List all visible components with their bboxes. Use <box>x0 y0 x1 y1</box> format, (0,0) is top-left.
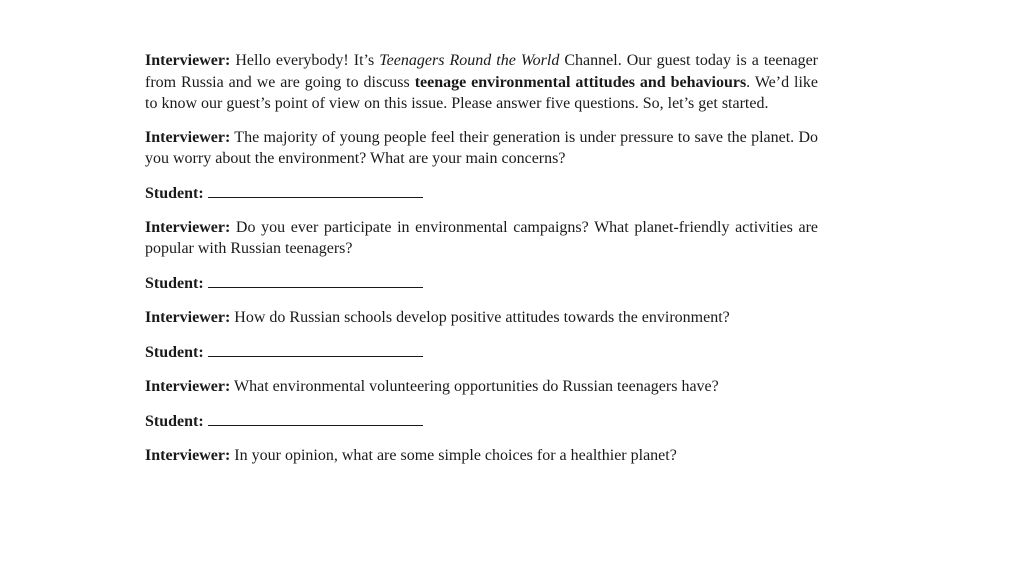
answer-blank[interactable] <box>208 272 423 288</box>
question-text: Do you ever participate in environmental campaigns? What planet-friendly activities are popular with Russian teenagers? <box>145 218 818 257</box>
student-answer-2 <box>145 272 818 294</box>
speaker-label: Student: <box>145 274 204 292</box>
intro-text-1: Hello everybody! It’s <box>230 52 380 69</box>
discussion-topic: teenage environmental attitudes and behaviours <box>414 73 747 91</box>
speaker-label: Interviewer: <box>145 52 231 69</box>
interviewer-question-2 <box>145 217 818 259</box>
interview-document <box>145 50 818 466</box>
student-answer-1 <box>145 182 818 204</box>
speaker-label: Interviewer: <box>145 218 231 236</box>
speaker-label: Student: <box>145 184 204 202</box>
answer-blank[interactable] <box>208 182 423 198</box>
question-text: In your opinion, what are some simple choices for a healthier planet? <box>230 446 677 464</box>
channel-name: Teenagers Round the World <box>379 52 560 69</box>
speaker-label: Interviewer: <box>145 446 231 464</box>
answer-blank[interactable] <box>208 341 423 357</box>
question-text: The majority of young people feel their generation is under pressure to save the planet. Do you worry about the environment? What are your main concerns? <box>145 128 818 167</box>
speaker-label: Student: <box>145 343 204 361</box>
question-text: How do Russian schools develop positive attitudes towards the environment? <box>230 308 730 326</box>
speaker-label: Interviewer: <box>145 308 231 326</box>
interviewer-question-5 <box>145 445 818 466</box>
speaker-label: Interviewer: <box>145 128 231 146</box>
interviewer-question-1 <box>145 127 818 169</box>
intro-paragraph <box>145 50 818 115</box>
intro-text-3: . We’d like to know our guest’s point of view on this issue. Please answer five questions. So, let’s get started. <box>145 73 819 112</box>
question-text: What environmental volunteering opportunities do Russian teenagers have? <box>230 377 719 395</box>
answer-blank[interactable] <box>208 410 423 426</box>
interviewer-question-3 <box>145 307 818 328</box>
speaker-label: Interviewer: <box>145 377 231 395</box>
student-answer-3 <box>145 341 818 363</box>
interviewer-question-4 <box>145 376 818 397</box>
student-answer-4 <box>145 410 818 432</box>
intro-text-2: Channel. Our guest today is a teenager from Russia and we are going to discuss <box>145 52 818 91</box>
speaker-label: Student: <box>145 412 204 430</box>
